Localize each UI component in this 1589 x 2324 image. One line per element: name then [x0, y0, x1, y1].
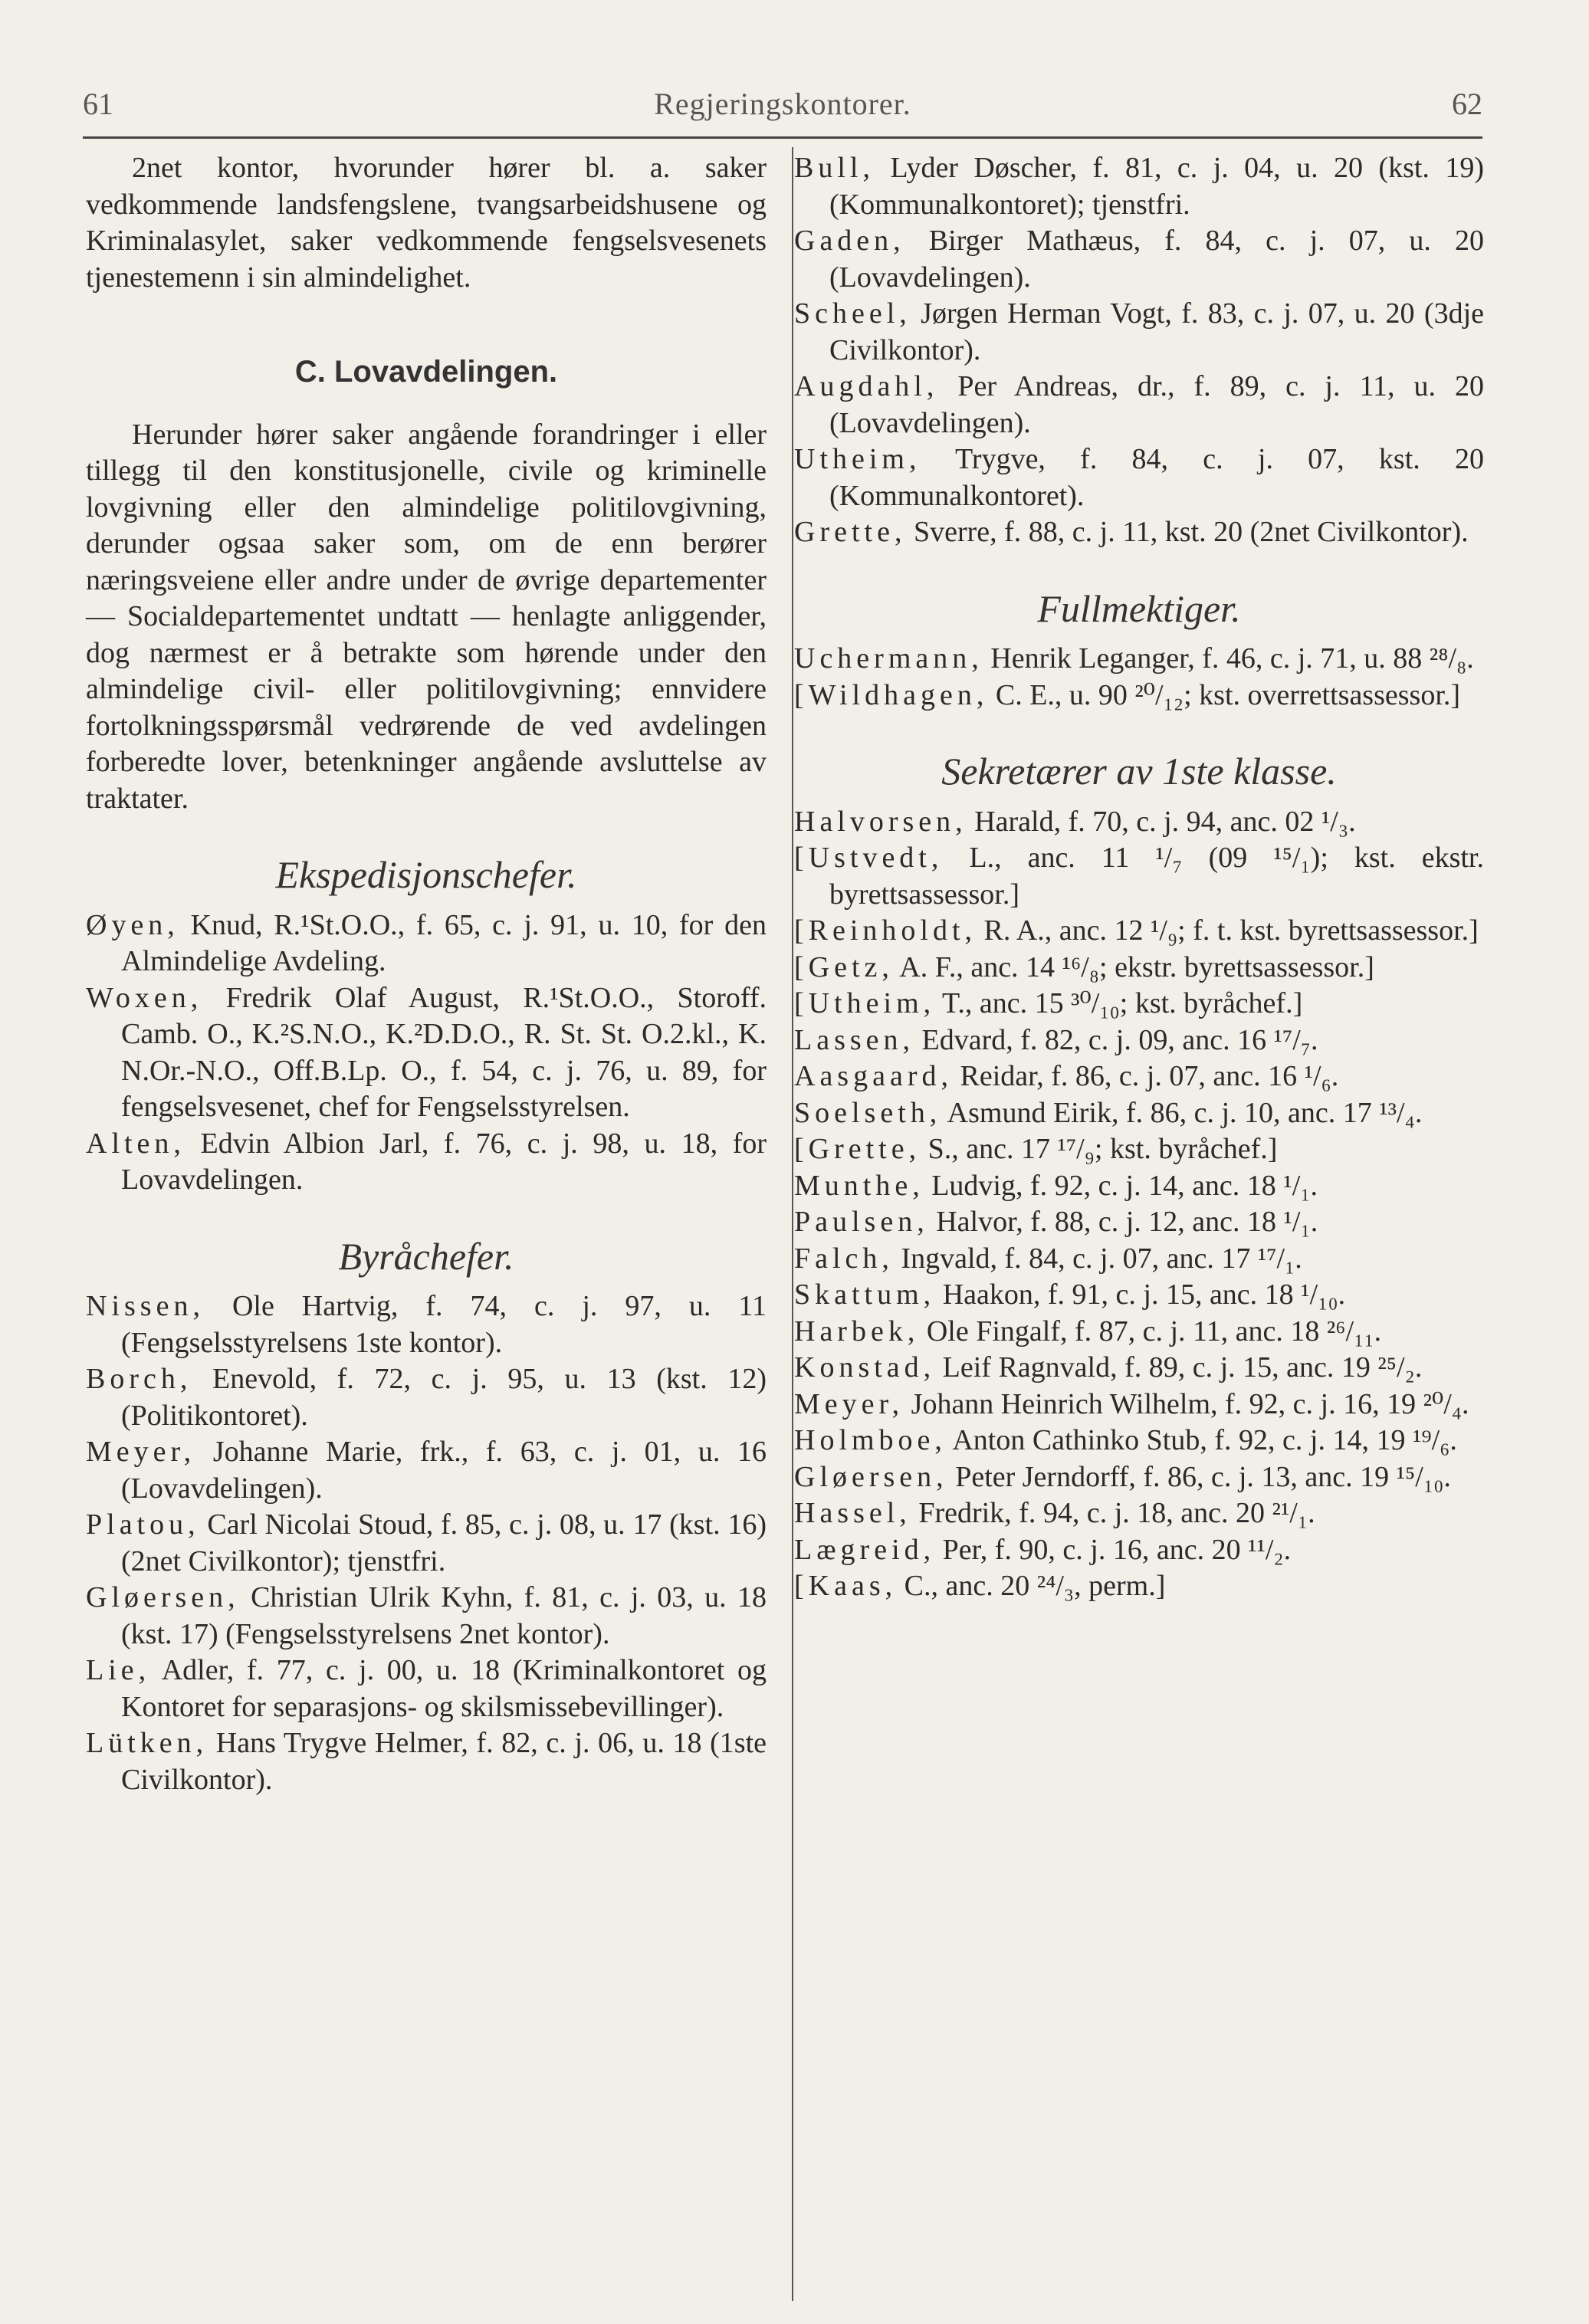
list-item	[794, 1423, 1484, 1459]
entry-details: Fredrik, f. 94, c. j. 18, anc. 20 ²¹/₁.	[911, 1497, 1315, 1529]
list-item	[794, 1168, 1484, 1205]
entry-details: Ole Hartvig, f. 74, c. j. 97, u. 11 (Fengselsstyrelsens 1ste kontor).	[121, 1290, 767, 1359]
entry-details: Johanne Marie, frk., f. 63, c. j. 01, u. 16 (Lovavdelingen).	[121, 1436, 767, 1505]
entry-details: Edvard, f. 82, c. j. 09, anc. 16 ¹⁷/₇.	[914, 1023, 1318, 1056]
entry-name: Scheel,	[794, 297, 911, 330]
entry-name: Nissen,	[86, 1290, 205, 1322]
entry-name: Utheim,	[794, 443, 921, 475]
list-item	[794, 1059, 1484, 1095]
entry-details: Anton Cathinko Stub, f. 92, c. j. 14, 19 ¹⁹/₆.	[946, 1424, 1457, 1456]
list-item	[794, 641, 1484, 678]
entry-details: Johann Heinrich Wilhelm, f. 92, c. j. 16, 19 ²⁰/₄.	[904, 1387, 1469, 1420]
entry-name: Harbek,	[794, 1315, 920, 1347]
entry-name: Lütken,	[86, 1727, 208, 1759]
entry-name: Gaden,	[794, 225, 905, 257]
intro-paragraph: 2net kontor, hvorunder hører bl. a. saker vedkommende landsfengslene, tvangsarbeidshusene og Kriminalasylet, saker vedkommende fengselsvesenets tjenestemenn i sin almindelighet.	[86, 152, 767, 294]
list-item	[86, 1361, 767, 1434]
entry-details: Fredrik Olaf August, R.¹St.O.O., Storoff. Camb. O., K.²S.N.O., K.²D.D.O., R. St. St. O.2.kl., K. N.Or.-N.O., Off.B.Lp. O., f. 54, c. j. 76, u. 89, for fengselsvesenet, chef for Fengselsstyrelsen.	[121, 981, 767, 1123]
entry-details: Peter Jerndorff, f. 86, c. j. 13, anc. 19 ¹⁵/₁₀.	[947, 1460, 1451, 1493]
list-item	[86, 1653, 767, 1725]
section-paragraph: Herunder hører saker angående forandringer i eller tillegg til den konstitusjonelle, civile og kriminelle lovgivning eller den almindelige politilovgivning, derunder ogsaa saker som, om de enn berører næringsveiene eller andre under de øvrige departementer — Socialdepartementet undtatt — henlagte anliggender, dog nærmest er å betrakte som hørende under den almindelige civil- eller politilovgivning; ennvidere fortolkningsspørsmål vedrørende de ved avdelingen forberedte lover, betenkninger angående avsluttelse av traktater.	[86, 418, 767, 815]
list-item	[86, 1126, 767, 1199]
entry-name: [Utheim,	[794, 987, 936, 1019]
entry-name: Meyer,	[794, 1387, 904, 1420]
entry-details: Trygve, f. 84, c. j. 07, kst. 20 (Kommunalkontoret).	[829, 443, 1484, 512]
entry-details: Halvor, f. 88, c. j. 12, anc. 18 ¹/₁.	[928, 1206, 1318, 1238]
entry-details: Sverre, f. 88, c. j. 11, kst. 20 (2net Civilkontor).	[906, 516, 1469, 548]
entry-details: Enevold, f. 72, c. j. 95, u. 13 (kst. 12) (Politikontoret).	[121, 1363, 767, 1432]
list-item	[794, 223, 1484, 296]
entry-name: [Grette,	[794, 1133, 921, 1165]
entry-details: Edvin Albion Jarl, f. 76, c. j. 98, u. 18, for Lovavdelingen.	[121, 1127, 767, 1196]
entry-name: Gløersen,	[794, 1460, 948, 1493]
list-item	[794, 1022, 1484, 1059]
list-item	[794, 1314, 1484, 1351]
entry-name: Gløersen,	[86, 1581, 240, 1613]
list-item	[794, 1241, 1484, 1278]
entry-name: Skattum,	[794, 1279, 936, 1311]
list-item	[86, 1725, 767, 1798]
header-rule	[83, 136, 1482, 139]
byrachefer-list	[86, 1288, 767, 1798]
left-column	[86, 150, 767, 1798]
entry-details: A. F., anc. 14 ¹⁶/₈; ekstr. byrettsassessor.]	[893, 950, 1374, 983]
entry-name: Borch,	[86, 1363, 192, 1395]
list-item	[794, 1204, 1484, 1241]
running-title: Regjeringskontorer.	[654, 87, 911, 121]
entry-details: S., anc. 17 ¹⁷/₉; kst. byråchef.]	[921, 1133, 1278, 1165]
byrachefer-continued-list	[794, 150, 1484, 551]
list-item	[86, 980, 767, 1126]
entry-name: Bull,	[794, 152, 875, 184]
entry-details: R. A., anc. 12 ¹/₉; f. t. kst. byrettsassessor.]	[977, 914, 1479, 947]
entry-name: [Reinholdt,	[794, 914, 977, 947]
list-item	[794, 840, 1484, 913]
right-page-number: 62	[1452, 87, 1482, 121]
list-item	[86, 908, 767, 980]
list-item	[86, 1434, 767, 1507]
list-item	[794, 150, 1484, 223]
section-heading: C. Lovavdelingen.	[294, 355, 558, 389]
entry-details: Christian Ulrik Kyhn, f. 81, c. j. 03, u. 18 (kst. 17) (Fengselsstyrelsens 2net kontor).	[121, 1581, 767, 1650]
entry-details: Lyder Døscher, f. 81, c. j. 04, u. 20 (kst. 19) (Kommunalkontoret); tjenstfri.	[829, 152, 1484, 221]
entry-name: Augdahl,	[794, 370, 939, 402]
entry-name: Hassel,	[794, 1497, 911, 1529]
entry-name: Soelseth,	[794, 1096, 942, 1129]
entry-name: [Ustvedt,	[794, 842, 944, 874]
ekspedisjonschefer-heading: Ekspedisjonschefer.	[275, 853, 577, 896]
list-item	[86, 1580, 767, 1653]
entry-details: Ludvig, f. 92, c. j. 14, anc. 18 ¹/₁.	[924, 1169, 1318, 1202]
list-item	[794, 296, 1484, 369]
entry-name: Konstad,	[794, 1351, 936, 1384]
entry-details: Ingvald, f. 84, c. j. 07, anc. 17 ¹⁷/₁.	[893, 1242, 1302, 1275]
list-item	[794, 913, 1484, 950]
entry-name: Meyer,	[86, 1436, 196, 1468]
entry-name: Øyen,	[86, 908, 179, 941]
entry-name: Aasgaard,	[794, 1060, 953, 1092]
entry-name: Grette,	[794, 516, 907, 548]
entry-name: Holmboe,	[794, 1424, 947, 1456]
entry-details: Ole Fingalf, f. 87, c. j. 11, anc. 18 ²⁶/₁₁.	[919, 1315, 1382, 1347]
entry-details: Harald, f. 70, c. j. 94, anc. 02 ¹/₃.	[967, 805, 1356, 838]
entry-name: Halvorsen,	[794, 805, 967, 838]
entry-details: Jørgen Herman Vogt, f. 83, c. j. 07, u. 20 (3dje Civilkontor).	[829, 297, 1484, 366]
entry-name: Paulsen,	[794, 1206, 929, 1238]
entry-details: L., anc. 11 ¹/₇ (09 ¹⁵/₁); kst. ekstr. byrettsassessor.]	[829, 842, 1484, 911]
list-item	[794, 1387, 1484, 1423]
entry-name: Lægreid,	[794, 1533, 936, 1566]
list-item	[794, 1459, 1484, 1496]
list-item	[794, 369, 1484, 441]
list-item	[794, 1568, 1484, 1605]
list-item	[794, 1495, 1484, 1532]
entry-details: Asmund Eirik, f. 86, c. j. 10, anc. 17 ¹³/₄.	[941, 1096, 1423, 1129]
list-item	[86, 1288, 767, 1361]
entry-name: Falch,	[794, 1242, 894, 1275]
entry-name: Uchermann,	[794, 642, 983, 675]
list-item	[794, 678, 1484, 714]
entry-name: [Getz,	[794, 950, 894, 983]
sekretaerer-heading: Sekretærer av 1ste klasse.	[941, 750, 1337, 793]
entry-details: Per Andreas, dr., f. 89, c. j. 11, u. 20 (Lovavdelingen).	[829, 370, 1484, 439]
entry-details: Carl Nicolai Stoud, f. 85, c. j. 08, u. 17 (kst. 16) (2net Civilkontor); tjenstfri.	[121, 1508, 767, 1577]
left-page-number: 61	[83, 87, 113, 121]
page-header	[83, 77, 1482, 130]
list-item	[794, 1350, 1484, 1387]
entry-name: Lassen,	[794, 1023, 915, 1056]
entry-details: Adler, f. 77, c. j. 00, u. 18 (Kriminalkontoret og Kontoret for separasjons- og skilsmissebevillinger).	[121, 1654, 767, 1723]
entry-name: Lie,	[86, 1654, 151, 1686]
fullmektiger-heading: Fullmektiger.	[1037, 586, 1241, 630]
list-item	[794, 804, 1484, 841]
list-item	[794, 1131, 1484, 1168]
entry-details: C., anc. 20 ²⁴/₃, perm.]	[897, 1570, 1166, 1602]
entry-details: T., anc. 15 ³⁰/₁₀; kst. byråchef.]	[935, 987, 1303, 1019]
entry-name: Munthe,	[794, 1169, 924, 1202]
entry-details: Haakon, f. 91, c. j. 15, anc. 18 ¹/₁₀.	[935, 1279, 1346, 1311]
entry-details: Birger Mathæus, f. 84, c. j. 07, u. 20 (Lovavdelingen).	[829, 225, 1484, 294]
column-divider	[792, 147, 793, 2301]
list-item	[794, 514, 1484, 551]
list-item	[794, 441, 1484, 514]
list-item	[794, 1095, 1484, 1132]
entry-details: Henrik Leganger, f. 46, c. j. 71, u. 88 ²⁸/₈.	[983, 642, 1474, 675]
entry-details: Hans Trygve Helmer, f. 82, c. j. 06, u. 18 (1ste Civilkontor).	[121, 1727, 767, 1796]
entry-details: Knud, R.¹St.O.O., f. 65, c. j. 91, u. 10, for den Almindelige Avdeling.	[121, 908, 767, 977]
entry-name: Platou,	[86, 1508, 200, 1541]
list-item	[794, 950, 1484, 986]
entry-name: Woxen,	[86, 981, 203, 1014]
list-item	[794, 1532, 1484, 1569]
ekspedisjonschefer-list	[86, 908, 767, 1199]
entry-details: Reidar, f. 86, c. j. 07, anc. 16 ¹/₆.	[952, 1060, 1339, 1092]
entry-details: Per, f. 90, c. j. 16, anc. 20 ¹¹/₂.	[935, 1533, 1292, 1566]
entry-name: [Kaas,	[794, 1570, 898, 1602]
list-item	[86, 1507, 767, 1580]
fullmektiger-list	[794, 641, 1484, 714]
entry-details: Leif Ragnvald, f. 89, c. j. 15, anc. 19 ²⁵/₂.	[935, 1351, 1423, 1384]
sekretaerer-list	[794, 804, 1484, 1605]
byrachefer-heading: Byråchefer.	[338, 1234, 514, 1278]
list-item	[794, 1277, 1484, 1314]
entry-name: Alten,	[86, 1127, 185, 1160]
entry-name: [Wildhagen,	[794, 678, 989, 711]
right-column	[794, 150, 1484, 1605]
entry-details: C. E., u. 90 ²⁰/₁₂; kst. overrettsassessor.]	[988, 678, 1461, 711]
list-item	[794, 986, 1484, 1022]
